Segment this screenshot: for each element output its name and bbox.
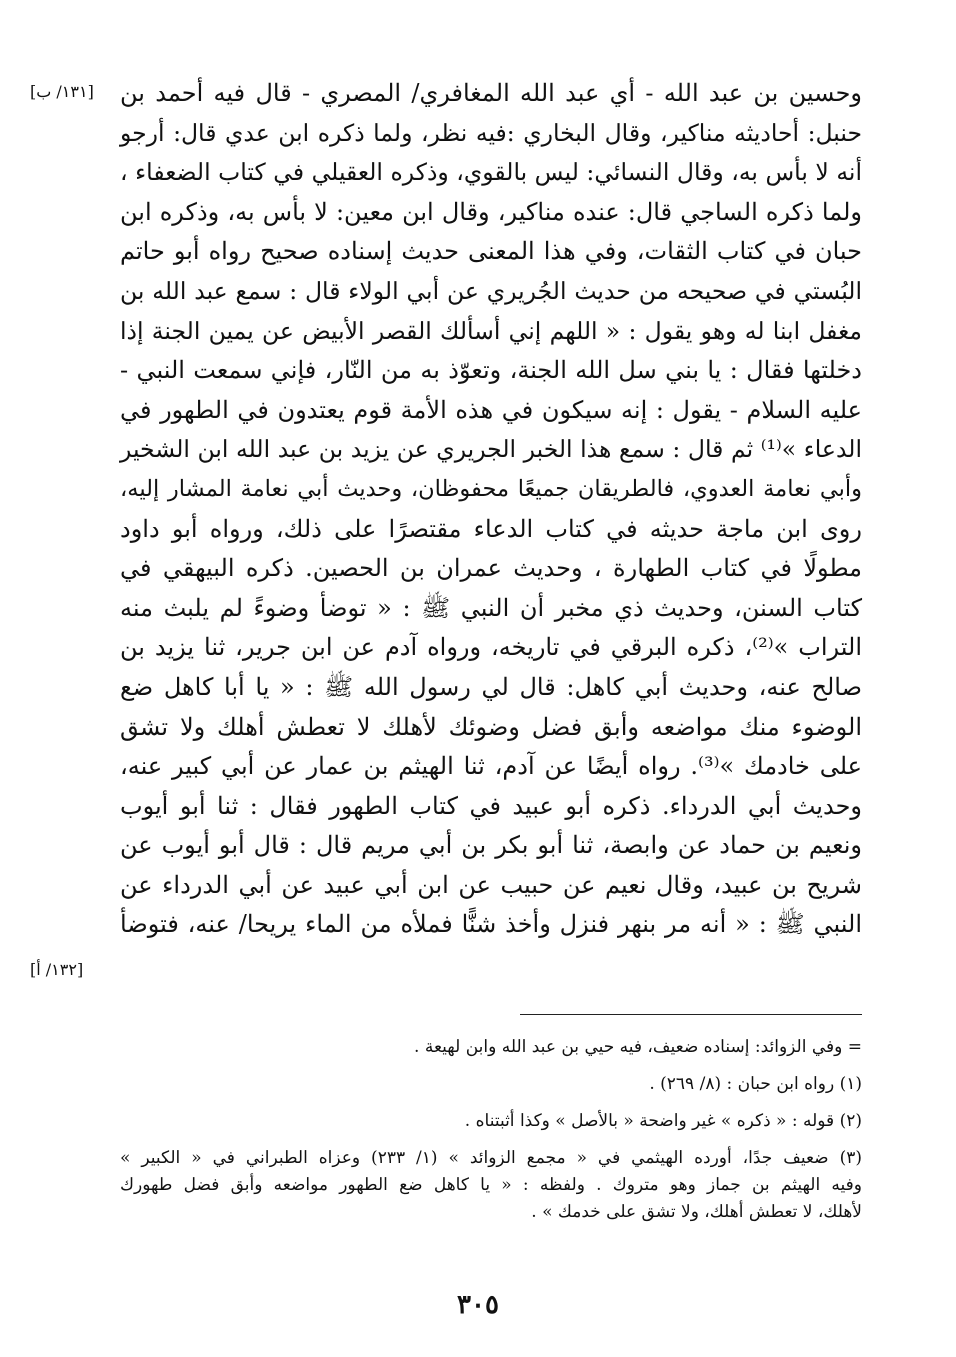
footnote-1 [120,1071,862,1098]
text-line: وأبي نعامة العدوي، فالطريقان جميعًا محفوظان، وحديث أبي نعامة المشار إليه، [120,475,862,502]
text-line: روى ابن ماجة حديثه في كتاب الدعاء مقتصرًا على ذلك، ورواه أبو داود [120,514,862,543]
footnote-3 [120,1145,862,1226]
text-line: أنه لا بأس به، وقال النسائي: ليس بالقوي، وذكره العقيلي في كتاب الضعفاء ، [120,158,862,187]
text-line: صالح عنه، وحديث أبي كاهل: قال لي رسول الله ﷺ : « يا أبا كاهل ضع [120,672,862,701]
text-line: على خادمك »⁽³⁾. رواه أيضًا عن آدم، ثنا الهيثم بن عمار عن أبي كبير عنه، [120,752,862,781]
text-line: حنبل: أحاديثه مناكير، وقال البخاري :فيه نظر، ولما ذكره ابن عدي قال: أرجو [120,118,862,147]
text-line: حبان في كتاب الثقات، وفي هذا المعنى حديث إسناده صحيح رواه أبو حاتم [120,237,862,266]
page-number: ٣٠٥ [457,1290,499,1320]
text-line: التراب »⁽²⁾، ذكره البرقي في تاريخه، ورواه آدم عن ابن جرير، ثنا يزيد بن [120,633,863,662]
text-line: النبي ﷺ : « أنه مر بنهر فنزل وأخذ شنًّا فملأه من الماء يريحا/ عنه، فتوضأ [120,910,862,939]
footnote-line: = وفي الزوائد: إسناده ضعيف، فيه حيي بن عبد الله وابن لهيعة . [414,1037,862,1057]
margin-folio-reference-bottom: [١٣٢/ أ] [30,960,84,979]
margin-folio-reference-top: [١٣١/ ب] [30,82,94,101]
text-line: البُستي في صحيحه من حديث الجُريري عن أبي الولاء قال : سمع عبد الله بن [120,276,862,305]
text-line: ونعيم بن حماد عن وابصة، ثنا أبو بكر بن أبي مريم قال : قال أبو أيوب عن [120,831,862,860]
footnote-line: (١) رواه ابن حبان : (٨/ ٢٦٩) . [649,1074,862,1094]
footnote-line: وفيه الهيثم بن جماز وهو متروك . ولفظه : « يا كاهل ضع الطهور مواضعه وأبق فضل طهورك [120,1175,862,1195]
text-line: الوضوء منك مواضعه وأبق فضل وضوئك لأهلك لا تعطش أهلك ولا تشق [120,712,862,741]
text-line: الدعاء »⁽¹⁾ ثم قال : سمع هذا الخبر الجريري عن يزيد بن عبد الله ابن الشخير [120,435,862,464]
text-line: مغفل ابنا له وهو يقول : « اللهم إني أسألك القصر الأبيض عن يمين الجنة إذا [120,316,862,345]
footnote-divider [520,1014,862,1015]
text-line: ولما ذكره الساجي قال: عنده مناكير، وقال ابن معين: لا بأس به، وذكره ابن [120,197,862,226]
footnote-line: (٢) قوله : « ذكره » غير واضحة « بالأصل » وكذا أثبتناه . [464,1111,862,1131]
text-line: دخلتها فقال : يا بني سل الله الجنة، وتعوّذ به من النّار، فإني سمعت النبي - [120,356,862,385]
main-text-body [120,74,862,945]
footnote-2 [120,1108,862,1135]
text-line: شريح بن عبيد، وقال نعيم عن حبيب عن ابن أبي عبيد عن أبي الدرداء عن [120,870,862,899]
text-line: وحديث أبي الدرداء. ذكره أبو عبيد في كتاب الطهور فقال : ثنا أبو أيوب [120,791,862,820]
footnotes [120,1034,862,1236]
text-line: مطولًا في كتاب الطهارة ، وحديث عمران بن الحصين. ذكره البيهقي في [120,554,862,583]
footnote-line: لأهلك، لا تعطش أهلك، ولا تشق على خدمك » . [531,1202,862,1222]
text-line: وحسين بن عبد الله - أي عبد الله المغافري/ المصري - قال فيه أحمد بن [120,79,863,107]
text-line: عليه السلام - يقول : إنه سيكون في هذه الأمة قوم يعتدون في الطهور في [120,395,862,424]
text-line: كتاب السنن، وحديث ذي مخبر أن النبي ﷺ : « توضأ وضوءً لم يلبث منه [120,593,862,622]
footnote-line: (٣) ضعيف جدًا، أورده الهيثمي في « مجمع الزوائد » (١/ ٢٣٣) وعزاه الطبراني في « الكبير » [120,1148,862,1168]
footnote-continuation [120,1034,862,1061]
